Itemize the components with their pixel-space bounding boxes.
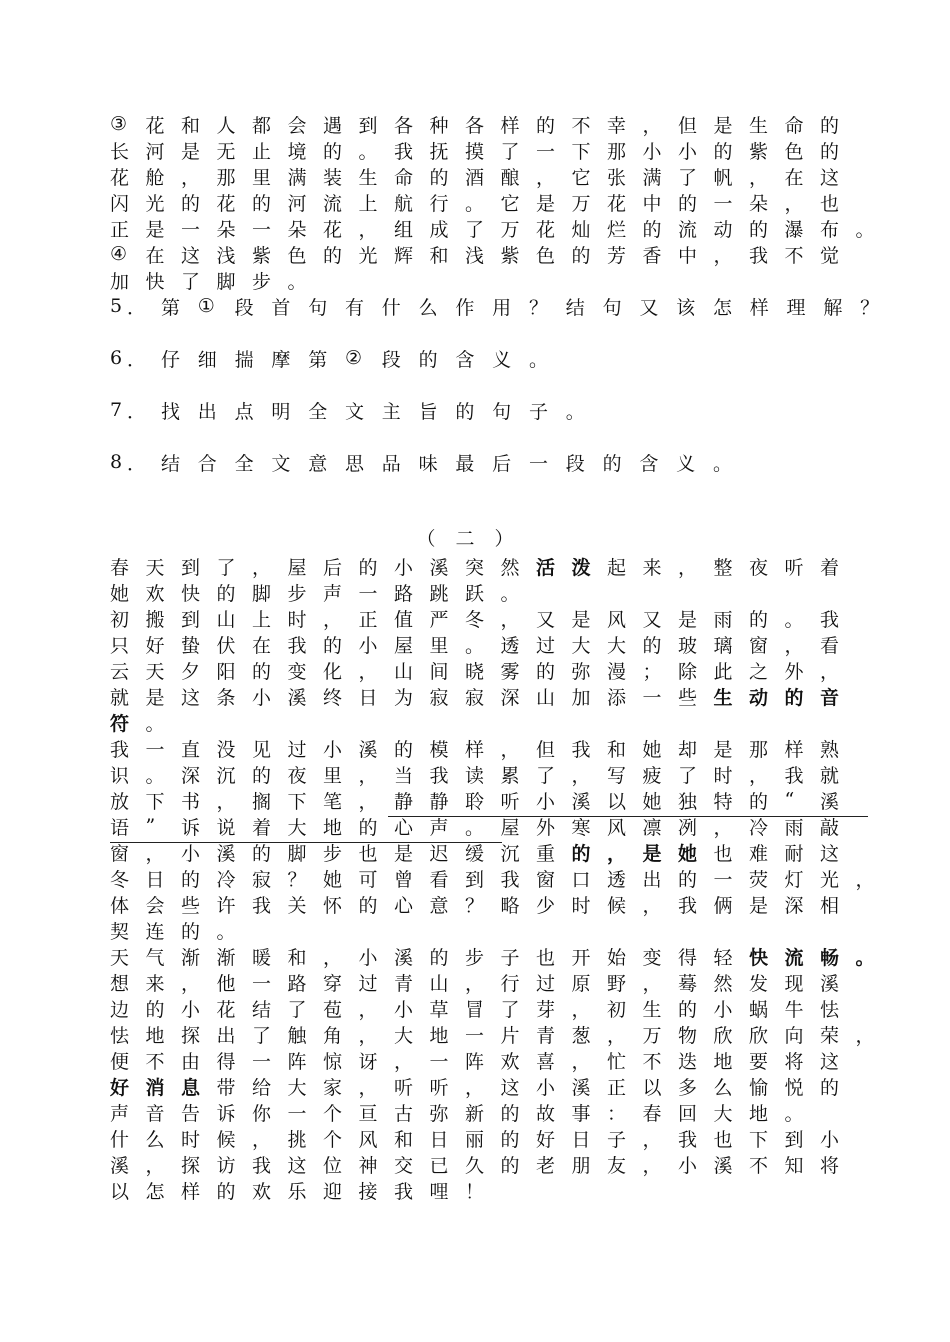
question-line: 6 ． 仔 细 揣 摩 第 ② 段 的 含 义 。 (110, 347, 548, 371)
passage-one-line: 花 舱 ， 那 里 满 装 生 命 的 酒 酿 ， 它 张 满 了 帆 ， 在 这 (110, 166, 840, 189)
section-two-line: 好 消 息 带 给 大 家 ， 听 听 ， 这 小 溪 正 以 多 么 愉 悦 的 (110, 1076, 840, 1099)
section-two-title: （二） (416, 528, 534, 550)
section-two-line: 放 下 书 ， 搁 下 笔 ， 静 静 聆 听 小 溪 以 她 独 特 的 “ 溪 (110, 789, 840, 813)
underline-2 (110, 842, 502, 843)
passage-one-line: 长 河 是 无 止 境 的 。 我 抚 摸 了 一 下 那 小 小 的 紫 色 的 (110, 140, 840, 163)
passage-one-line: 正 是 一 朵 一 朵 花 ， 组 成 了 万 花 灿 烂 的 流 动 的 瀑 布 。 (110, 218, 875, 241)
section-two-line: 初 搬 到 山 上 时 ， 正 值 严 冬 ， 又 是 风 又 是 雨 的 。 我 (110, 608, 840, 631)
section-two-line: 只 好 蛰 伏 在 我 的 小 屋 里 。 透 过 大 大 的 玻 璃 窗 ， 看 (110, 634, 840, 657)
section-two-line: 春 天 到 了 ， 屋 后 的 小 溪 突 然 活 泼 起 来 ， 整 夜 听 着 (110, 556, 840, 579)
section-two-line: 便 不 由 得 一 阵 惊 讶 ， 一 阵 欢 喜 ， 忙 不 迭 地 要 将 这 (110, 1050, 840, 1073)
section-two-line: 什 么 时 候 ， 挑 个 风 和 日 丽 的 好 日 子 ， 我 也 下 到 小 (110, 1128, 840, 1151)
section-two-line: 云 天 夕 阳 的 变 化 ， 山 间 晓 雾 的 弥 漫 ； 除 此 之 外 ， (110, 660, 840, 683)
underline-1 (388, 816, 868, 817)
section-two-line: 边 的 小 花 结 了 苞 ， 小 草 冒 了 芽 ， 初 生 的 小 蜗 牛 怯 (110, 998, 840, 1021)
section-two-line: 以 怎 样 的 欢 乐 迎 接 我 哩 ！ (110, 1180, 485, 1203)
section-two-line: 溪 ， 探 访 我 这 位 神 交 已 久 的 老 朋 友 ， 小 溪 不 知 将 (110, 1154, 840, 1177)
section-two-line: 冬 日 的 冷 寂 ？ 她 可 曾 看 到 我 窗 口 透 出 的 一 荧 灯 光 ， (110, 868, 875, 891)
section-two-line: 就 是 这 条 小 溪 终 日 为 寂 寂 深 山 加 添 一 些 生 动 的 音 (110, 686, 840, 709)
section-two-line: 窗 ， 小 溪 的 脚 步 也 是 迟 缓 沉 重 的 ， 是 她 也 难 耐 这 (110, 842, 840, 865)
section-two-line: 契 连 的 。 (110, 920, 236, 943)
section-two-line: 天 气 渐 渐 暖 和 ， 小 溪 的 步 子 也 开 始 变 得 轻 快 流 畅 。 (110, 946, 875, 969)
question-line: 5 ． 第 ① 段 首 句 有 什 么 作 用 ？ 结 句 又 该 怎 样 理 解 ？ (110, 295, 880, 319)
section-two-line: 她 欢 快 的 脚 步 声 一 路 跳 跃 。 (110, 582, 520, 605)
section-two-line: 声 音 告 诉 你 一 个 亘 古 弥 新 的 故 事 ： 春 回 大 地 。 (110, 1102, 804, 1125)
section-two-line: 语 ” 诉 说 着 大 地 的 心 声 。 屋 外 寒 风 凛 冽 ， 冷 雨 敲 (110, 815, 840, 839)
passage-one-line: 闪 光 的 花 的 河 流 上 航 行 。 它 是 万 花 中 的 一 朵 ， 也 (110, 192, 840, 215)
section-two-line: 怯 地 探 出 了 触 角 ， 大 地 一 片 青 葱 ， 万 物 欣 欣 向 荣 ， (110, 1024, 875, 1047)
section-two-line: 想 来 ， 他 一 路 穿 过 青 山 ， 行 过 原 野 ， 蓦 然 发 现 溪 (110, 972, 840, 995)
passage-one-line: ④ 在 这 浅 紫 色 的 光 辉 和 浅 紫 色 的 芳 香 中 ， 我 不 觉 (110, 243, 840, 267)
section-two-line: 识 。 深 沉 的 夜 里 ， 当 我 读 累 了 ， 写 疲 了 时 ， 我 就 (110, 764, 840, 787)
section-two-line: 我 一 直 没 见 过 小 溪 的 模 样 ， 但 我 和 她 却 是 那 样 熟 (110, 738, 840, 761)
passage-one-line: 加 快 了 脚 步 。 (110, 270, 307, 293)
question-line: 8 ． 结 合 全 文 意 思 品 味 最 后 一 段 的 含 义 。 (110, 451, 732, 475)
section-two-line: 体 会 些 许 我 关 怀 的 心 意 ？ 略 少 时 候 ， 我 俩 是 深 相 (110, 894, 840, 917)
section-two-line: 符 。 (110, 712, 165, 735)
passage-one-line: ③ 花 和 人 都 会 遇 到 各 种 各 样 的 不 幸 ， 但 是 生 命 的 (110, 113, 840, 137)
question-line: 7 ． 找 出 点 明 全 文 主 旨 的 句 子 。 (110, 399, 585, 423)
